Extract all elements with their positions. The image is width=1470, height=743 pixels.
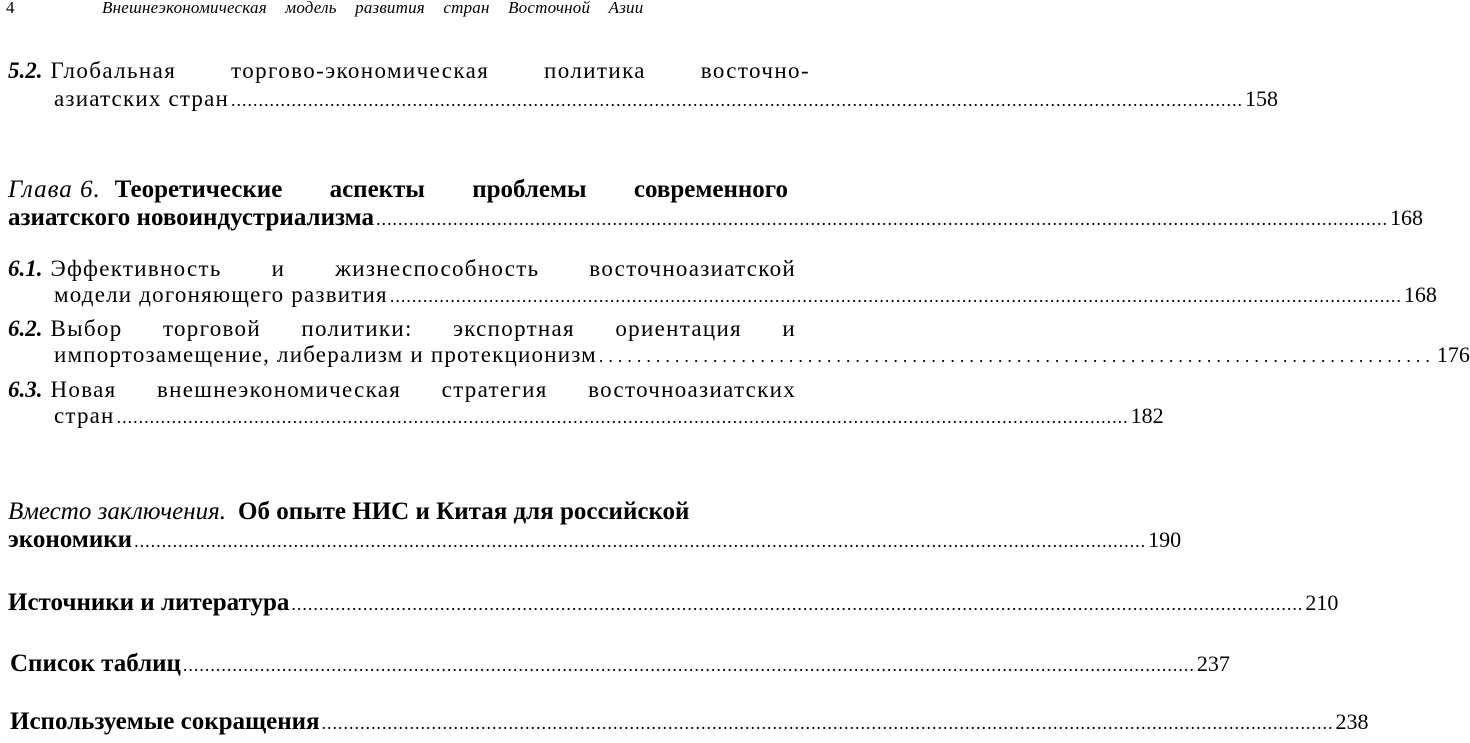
dot-leader: ........................................................................................................................................................................................ bbox=[182, 655, 1195, 675]
page-ref: 237 bbox=[1196, 651, 1230, 676]
conclusion-title-line2: экономики bbox=[8, 526, 133, 553]
section-title-line1: Глобальная торгово-экономическая политика восточно- bbox=[50, 58, 810, 83]
page-ref: 158 bbox=[1245, 86, 1279, 111]
toc-entry-line bbox=[8, 204, 1424, 232]
section-title-line2: азиатских стран bbox=[54, 86, 230, 111]
toc-entry-line bbox=[8, 58, 868, 84]
toc-entry-5-2[interactable] bbox=[8, 58, 1279, 112]
section-number: 6.3. bbox=[8, 377, 43, 402]
toc-entry-line bbox=[8, 86, 1279, 112]
toc-entry-line bbox=[8, 316, 868, 342]
chapter-label: Глава 6. bbox=[8, 176, 101, 203]
toc-entry-line bbox=[8, 526, 1182, 554]
toc-entry-line bbox=[8, 176, 868, 204]
dot-leader: ........................................................................................................................................................................................ bbox=[134, 531, 1147, 551]
section-number: 6.2. bbox=[8, 316, 43, 341]
section-title-line2: модели догоняющего развития bbox=[54, 282, 388, 307]
section-title-line2: стран bbox=[54, 403, 115, 428]
toc-entry-line bbox=[8, 377, 868, 403]
toc-entry-abbreviations[interactable] bbox=[10, 708, 1369, 736]
toc-entry-line bbox=[10, 708, 1369, 736]
toc-entry-chapter-6[interactable] bbox=[8, 176, 1424, 232]
chapter-title-line2: азиатского новоиндустриализма bbox=[8, 204, 375, 231]
toc-entry-tables[interactable] bbox=[10, 650, 1230, 678]
toc-entry-conclusion[interactable] bbox=[8, 498, 1182, 554]
conclusion-label: Вместо заключения. bbox=[8, 498, 227, 525]
section-title-line2: импортозамещение, либерализм и протекционизм bbox=[54, 342, 597, 367]
toc-entry-6-2[interactable] bbox=[8, 316, 1470, 368]
section-number: 6.1. bbox=[8, 256, 43, 281]
dot-leader: ........................................................................................................................................................................................ bbox=[231, 90, 1244, 110]
page-ref: 238 bbox=[1335, 709, 1369, 734]
chapter-title-line1: Теоретические аспекты проблемы современного bbox=[114, 176, 788, 203]
section-number: 5.2. bbox=[8, 58, 43, 83]
dot-leader: ........................................................................................ bbox=[598, 346, 1435, 366]
toc-entry-sources[interactable] bbox=[8, 589, 1339, 617]
dot-leader: ........................................................................................................................................................................................ bbox=[116, 407, 1129, 427]
dot-leader: ........................................................................................................................................................................................ bbox=[321, 713, 1334, 733]
toc-entry-line bbox=[10, 650, 1230, 678]
section-title-line1: Эффективность и жизнеспособность восточноазиатской bbox=[50, 256, 796, 281]
dot-leader: ........................................................................................................................................................................................ bbox=[291, 594, 1304, 614]
conclusion-title-line1: Об опыте НИС и Китая для российской bbox=[238, 498, 690, 525]
toc-entry-line bbox=[8, 282, 1437, 308]
page-ref: 210 bbox=[1305, 590, 1339, 615]
section-title-line1: Новая внешнеэкономическая стратегия восточноазиатских bbox=[50, 377, 796, 402]
tables-title: Список таблиц bbox=[10, 650, 181, 677]
page-ref: 168 bbox=[1390, 205, 1424, 230]
toc-entry-6-1[interactable] bbox=[8, 256, 1437, 308]
toc-entry-line bbox=[8, 342, 1470, 368]
running-title: Внешнеэкономическая модель развития стран Восточной Азии bbox=[102, 0, 644, 17]
page-ref: 182 bbox=[1130, 403, 1164, 428]
toc-entry-line bbox=[8, 256, 868, 282]
dot-leader: ........................................................................................................................................................................................ bbox=[389, 286, 1402, 306]
running-header bbox=[0, 0, 871, 20]
section-title-line1: Выбор торговой политики: экспортная ориентация и bbox=[50, 316, 796, 341]
toc-entry-6-3[interactable] bbox=[8, 377, 1164, 429]
page-ref: 176 bbox=[1436, 342, 1470, 367]
toc-entry-line bbox=[8, 403, 1164, 429]
page-ref: 190 bbox=[1148, 527, 1182, 552]
toc-entry-line bbox=[8, 498, 868, 526]
abbreviations-title: Используемые сокращения bbox=[10, 708, 320, 735]
page-number: 4 bbox=[6, 0, 15, 17]
page-ref: 168 bbox=[1403, 282, 1437, 307]
toc-entry-line bbox=[8, 589, 1339, 617]
dot-leader: ........................................................................................................................................................................................ bbox=[376, 209, 1389, 229]
sources-title: Источники и литература bbox=[8, 589, 290, 616]
